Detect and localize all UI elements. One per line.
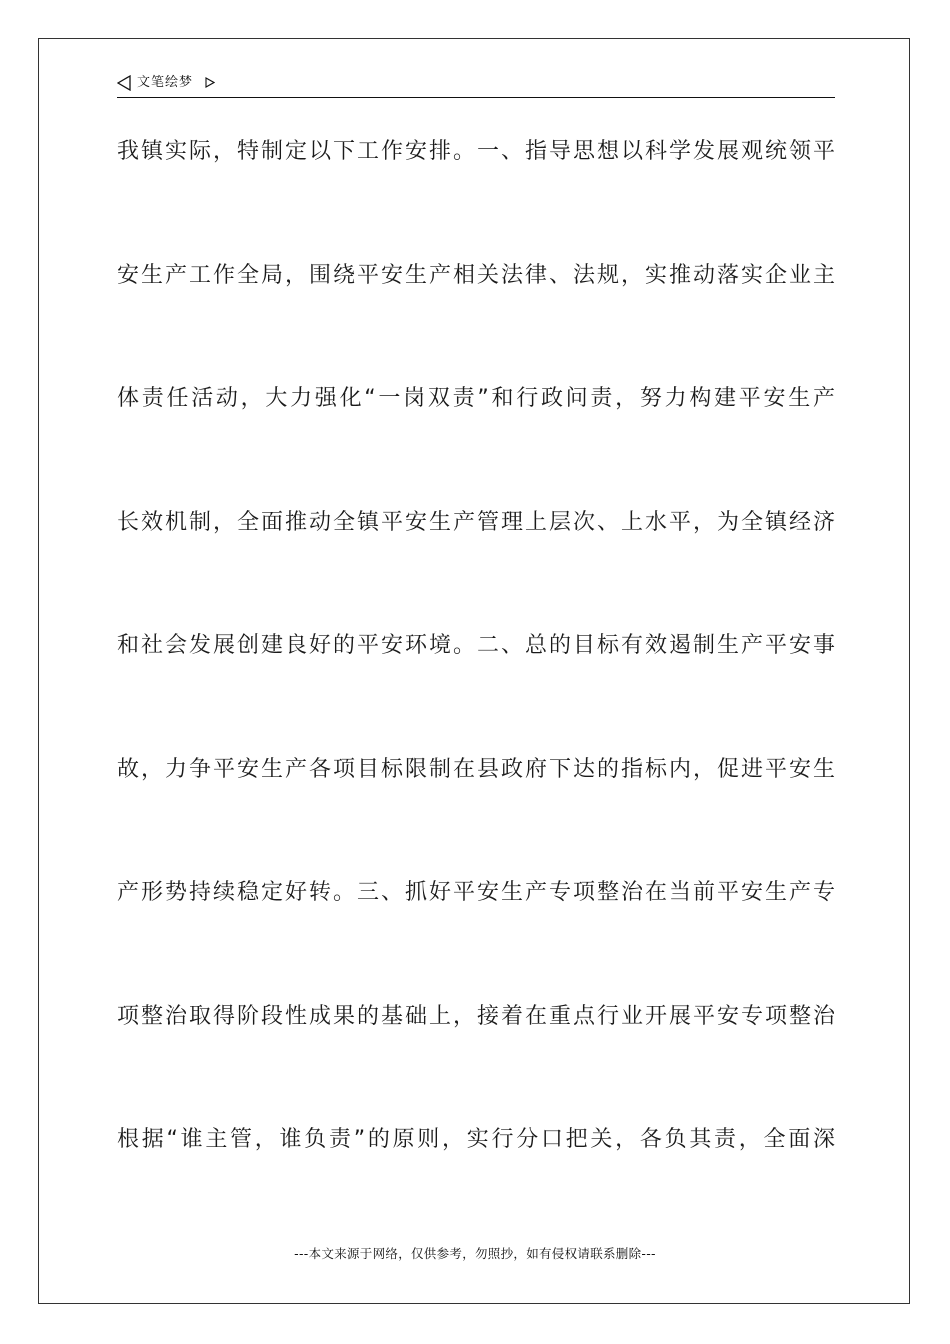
text-line: 产形势持续稳定好转。三、抓好平安生产专项整治在当前平安生产专 [117, 880, 835, 905]
footer-disclaimer: ---本文来源于网络，仅供参考，勿照抄，如有侵权请联系删除--- [294, 1246, 656, 1261]
triangle-right-outline-icon [205, 77, 215, 88]
header-title: 文笔绘梦 [137, 75, 194, 90]
text-line: 根据“谁主管，谁负责”的原则，实行分口把关，各负其责，全面深 [117, 1127, 835, 1152]
text-line: 安生产工作全局，围绕平安生产相关法律、法规，实推动落实企业主 [117, 262, 835, 288]
text-line: 体责任活动，大力强化“一岗双责”和行政问责，努力构建平安生产 [117, 386, 835, 411]
text-line: 项整治取得阶段性成果的基础上，接着在重点行业开展平安专项整治 [117, 1003, 835, 1029]
page-header [117, 72, 835, 98]
text-line: 和社会发展创建良好的平安环境。二、总的目标有效遏制生产平安事 [117, 633, 835, 658]
text-line: 故，力争平安生产各项目标限制在县政府下达的指标内，促进平安生 [117, 756, 835, 782]
text-line: 长效机制，全面推动全镇平安生产管理上层次、上水平，为全镇经济 [117, 509, 835, 535]
body-text [117, 127, 835, 1239]
triangle-left-outline-icon [117, 75, 131, 91]
text-line: 我镇实际，特制定以下工作安排。一、指导思想以科学发展观统领平 [117, 139, 835, 164]
